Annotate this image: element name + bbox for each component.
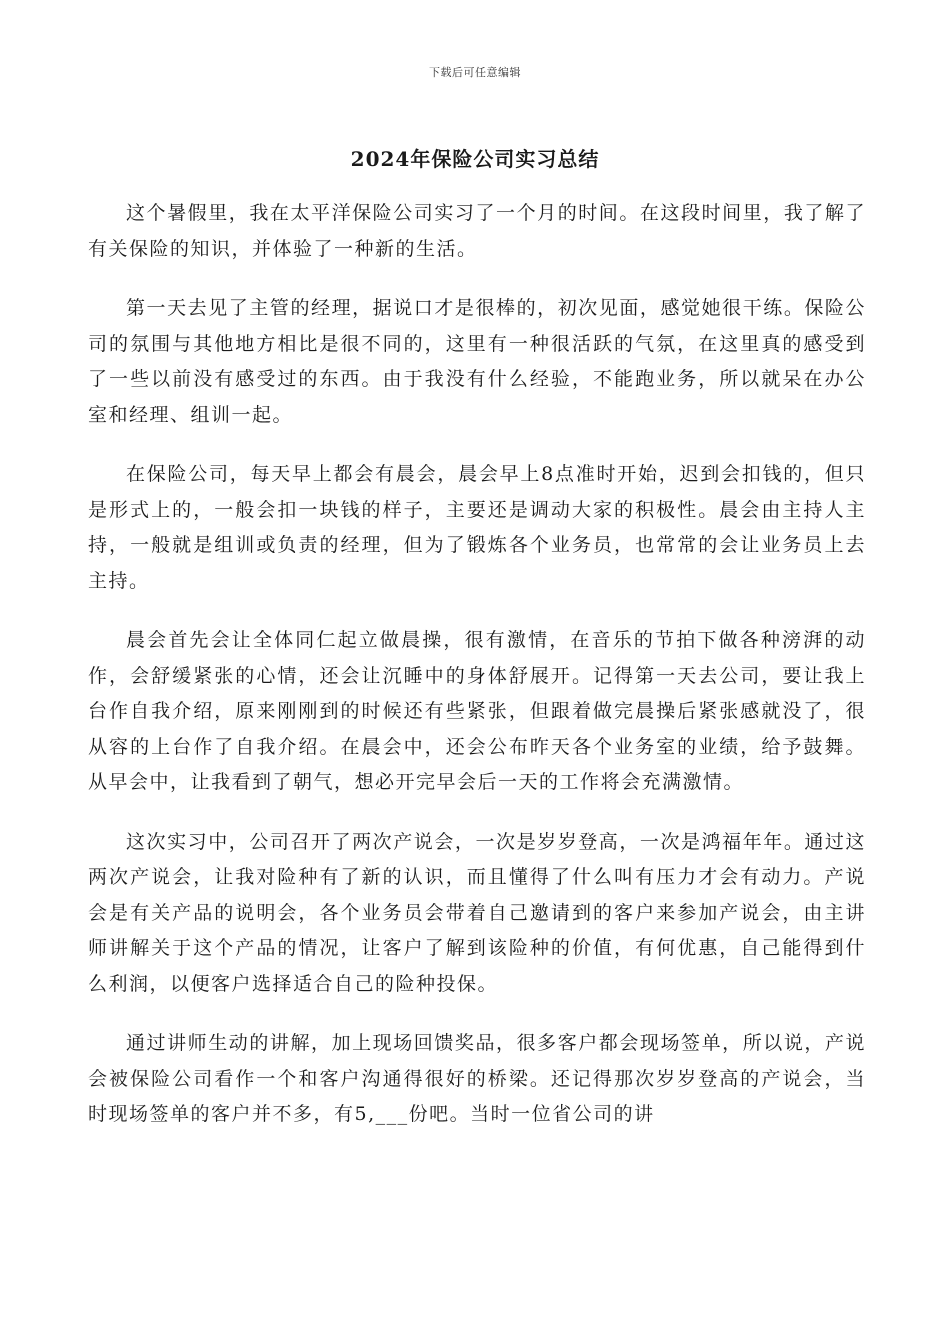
paragraph: 这个暑假里，我在太平洋保险公司实习了一个月的时间。在这段时间里，我了解了有关保险的知识，并体验了一种新的生活。 — [88, 202, 866, 260]
paragraph: 通过讲师生动的讲解，加上现场回馈奖品，很多客户都会现场签单，所以说，产说会被保险公司看作一个和客户沟通得很好的桥梁。还记得那次岁岁登高的产说会，当时现场签单的客户并不多，有5,___份吧。当时一位省公司的讲 — [88, 1032, 866, 1125]
paragraph: 在保险公司，每天早上都会有晨会，晨会早上8点准时开始，迟到会扣钱的，但只是形式上的，一般会扣一块钱的样子，主要还是调动大家的积极性。晨会由主持人主持，一般就是组训或负责的经理，但为了锻炼各个业务员，也常常的会让业务员上去主持。 — [88, 463, 866, 592]
paragraph: 第一天去见了主管的经理，据说口才是很棒的，初次见面，感觉她很干练。保险公司的氛围与其他地方相比是很不同的，这里有一种很活跃的气氛，在这里真的感受到了一些以前没有感受过的东西。由于我没有什么经验，不能跑业务，所以就呆在办公室和经理、组训一起。 — [88, 297, 866, 426]
document-body — [88, 196, 866, 1133]
header-note: 下载后可任意编辑 — [429, 66, 521, 79]
document-title: 2024年保险公司实习总结 — [350, 147, 600, 171]
paragraph: 这次实习中，公司召开了两次产说会，一次是岁岁登高，一次是鸿福年年。通过这两次产说会，让我对险种有了新的认识，而且懂得了什么叫有压力才会有动力。产说会是有关产品的说明会，各个业务员会带着自己邀请到的客户来参加产说会，由主讲师讲解关于这个产品的情况，让客户了解到该险种的价值，有何优惠，自己能得到什么利润，以便客户选择适合自己的险种投保。 — [88, 830, 866, 995]
paragraph: 晨会首先会让全体同仁起立做晨操，很有激情，在音乐的节拍下做各种滂湃的动作，会舒缓紧张的心情，还会让沉睡中的身体舒展开。记得第一天去公司，要让我上台作自我介绍，原来刚刚到的时候还有些紧张，但跟着做完晨操后紧张感就没了，很从容的上台作了自我介绍。在晨会中，还会公布昨天各个业务室的业绩，给予鼓舞。从早会中，让我看到了朝气，想必开完早会后一天的工作将会充满激情。 — [88, 629, 866, 793]
